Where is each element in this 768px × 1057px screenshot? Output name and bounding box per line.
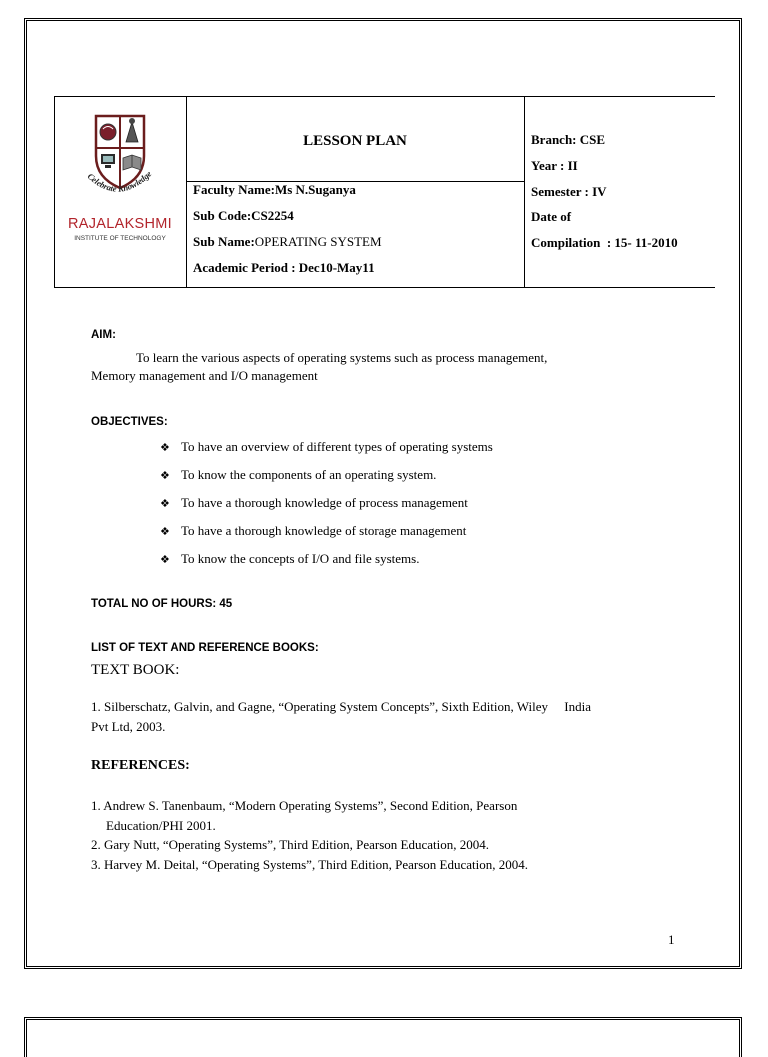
sub-code-value: CS2254 bbox=[251, 208, 294, 223]
header-table-top-border bbox=[54, 96, 715, 97]
sub-name-value: OPERATING SYSTEM bbox=[254, 234, 382, 249]
diamond-bullet-icon: ❖ bbox=[160, 441, 170, 454]
faculty-name-value: Ms N.Suganya bbox=[274, 182, 356, 197]
diamond-bullet-icon: ❖ bbox=[160, 469, 170, 482]
text-book-heading: TEXT BOOK: bbox=[91, 662, 180, 678]
next-page-border bbox=[24, 1017, 742, 1057]
list-item: ❖ To have a thorough knowledge of process management bbox=[160, 494, 468, 513]
diamond-bullet-icon: ❖ bbox=[160, 497, 170, 510]
reference-1-line-2: Education/PHI 2001. bbox=[106, 818, 216, 833]
compilation-date: Compilation : 15- 11-2010 bbox=[531, 235, 678, 250]
aim-line-2: Memory management and I/O management bbox=[91, 368, 318, 383]
list-item: ❖ To have an overview of different types of operating systems bbox=[160, 438, 493, 457]
date-of-label: Date of bbox=[531, 209, 572, 224]
list-item: ❖ To know the components of an operating system. bbox=[160, 466, 436, 485]
total-hours: TOTAL NO OF HOURS: 45 bbox=[91, 598, 233, 610]
logo-motto: Celebrate Knowledge bbox=[85, 168, 154, 194]
text-book-line-2: Pvt Ltd, 2003. bbox=[91, 719, 166, 734]
reference-1-line-1: 1. Andrew S. Tanenbaum, “Modern Operating Systems”, Second Edition, Pearson bbox=[91, 798, 518, 813]
aim-line-1: To learn the various aspects of operating systems such as process management, bbox=[136, 350, 548, 365]
academic-period: Academic Period : Dec10-May11 bbox=[193, 260, 375, 275]
sub-name-label: Sub Name bbox=[193, 234, 251, 249]
sub-name-row: Sub Name:OPERATING SYSTEM bbox=[193, 234, 382, 249]
institution-subtitle: INSTITUTE OF TECHNOLOGY bbox=[74, 235, 166, 242]
diamond-bullet-icon: ❖ bbox=[160, 553, 170, 566]
list-item: ❖ To know the concepts of I/O and file systems. bbox=[160, 550, 419, 569]
crest-icon bbox=[62, 108, 178, 218]
books-heading: LIST OF TEXT AND REFERENCE BOOKS: bbox=[91, 642, 319, 654]
text-book-line-1: 1. Silberschatz, Galvin, and Gagne, “Operating System Concepts”, Sixth Edition, Wiley India bbox=[91, 699, 591, 714]
faculty-name-label: Faculty Name bbox=[193, 182, 271, 197]
diamond-bullet-icon: ❖ bbox=[160, 525, 170, 538]
institution-name: RAJALAKSHMI bbox=[67, 216, 173, 232]
aim-heading: AIM: bbox=[91, 329, 116, 341]
page-number: 1 bbox=[668, 932, 675, 947]
references-heading: REFERENCES: bbox=[91, 758, 190, 773]
reference-3: 3. Harvey M. Deital, “Operating Systems”, Third Edition, Pearson Education, 2004. bbox=[91, 857, 528, 872]
reference-2: 2. Gary Nutt, “Operating Systems”, Third Edition, Pearson Education, 2004. bbox=[91, 837, 489, 852]
faculty-name-row: Faculty Name:Ms N.Suganya bbox=[193, 182, 356, 197]
list-item: ❖ To have a thorough knowledge of storage management bbox=[160, 522, 466, 541]
header-table-bottom-border bbox=[54, 287, 715, 288]
sub-code-row: Sub Code:CS2254 bbox=[193, 208, 294, 223]
year: Year : II bbox=[531, 158, 578, 173]
header-table-divider bbox=[524, 96, 525, 288]
page-title: LESSON PLAN bbox=[303, 133, 407, 149]
branch: Branch: CSE bbox=[531, 132, 606, 147]
semester: Semester : IV bbox=[531, 184, 607, 199]
header-table-divider bbox=[186, 96, 187, 288]
sub-code-label: Sub Code bbox=[193, 208, 247, 223]
header-table-left-border bbox=[54, 96, 55, 288]
objectives-heading: OBJECTIVES: bbox=[91, 416, 168, 428]
